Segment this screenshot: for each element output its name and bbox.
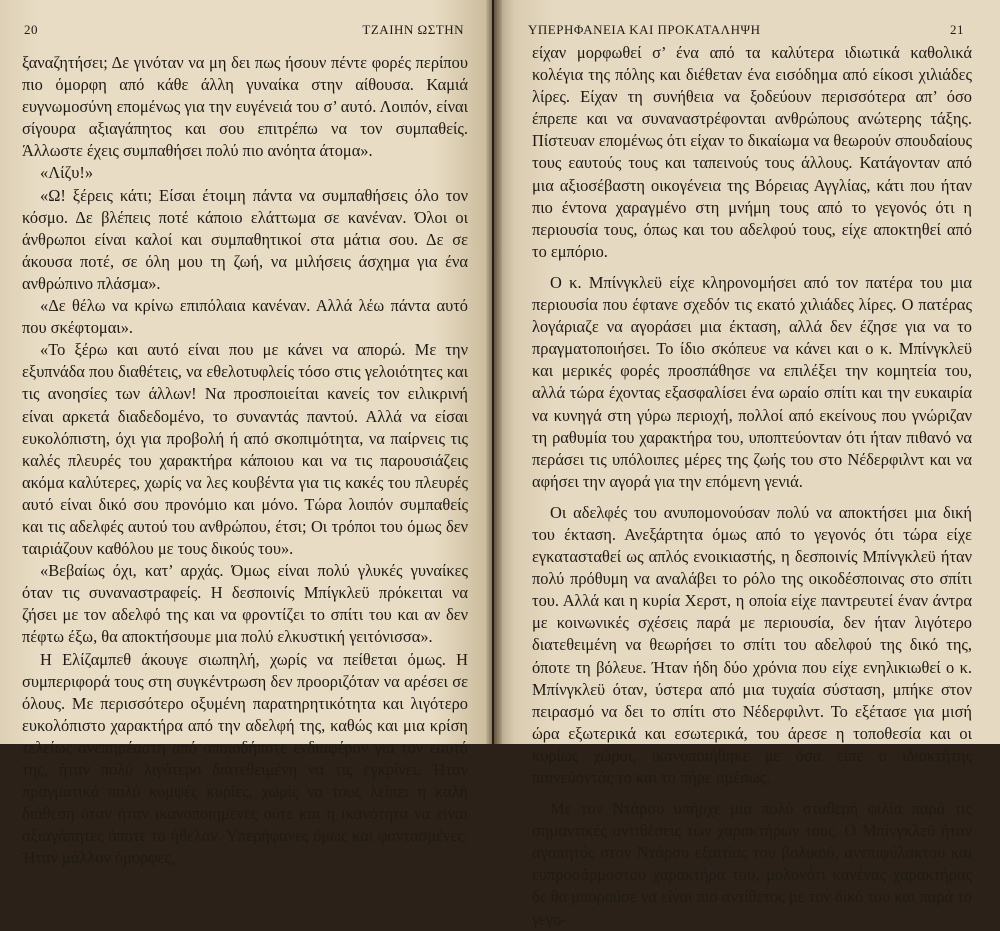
right-page — [494, 0, 1000, 929]
page-text — [532, 42, 972, 931]
page-number: 21 — [950, 22, 964, 37]
page-number: 20 — [24, 22, 38, 37]
paragraph: ξαναζητήσει; Δε γινόταν να μη δει πως ήσουν πέντε φορές περίπου πιο όμορφη από κάθε άλλη γυναίκα στην αίθουσα. Καμιά ευγνωμοσύνη επομένως για την ευγένειά του σ’ αυτό. Λοιπόν, είναι σίγουρα αξιαγάπητος και σου επιτρέπω να τον συμπαθείς. Άλλωστε έχεις συμπαθήσει πολύ πιο ανόητα άτομα». — [22, 53, 468, 161]
paragraph: «Λίζυ!» — [40, 163, 94, 183]
paragraph: είχαν μορφωθεί σ’ ένα από τα καλύτερα ιδιωτικά καθολικά κολέγια της πόλης και διέθεταν ένα εισόδημα από είκοσι χιλιάδες λίρες. Είχαν τη συνήθεια να ξοδεύουν περισσότερα απ’ όσο έπρεπε και να συναναστρέφονται ανθρώπους ανώτερης τάξης. Πίστευαν επομένως ότι είχαν το δικαίωμα να θεωρούν σπουδαίους τους εαυτούς τους και ταπεινούς τους άλλους. Κατάγονταν από μια αξιοσέβαστη οικογένεια της Βόρειας Αγγλίας, κάτι που ήταν πιο έντονα χαραγμένο στη μνήμη τους από το γεγονός ότι η περιουσία τους, όπως και του αδελφού τους, είχε αποκτηθεί από το εμπόριο. — [532, 43, 972, 261]
paragraph: «Δε θέλω να κρίνω επιπόλαια κανέναν. Αλλά λέω πάντα αυτό που σκέφτομαι». — [22, 296, 468, 338]
paragraph: Οι αδελφές του ανυπομονούσαν πολύ να αποκτήσει μια δική του έκταση. Ανεξάρτητα όμως από το γεγονός ότι τώρα είχε εγκατασταθεί ως απλός ενοικιαστής, η δεσποινίς Μπίνγκλεϋ ήταν πολύ πρόθυμη να αναλάβει το ρόλο της οικοδέσποινας στο σπίτι του. Αλλά και η κυρία Χερστ, η οποία είχε παντρευτεί έναν άντρα με κοινωνικές σχέσεις παρά με περιουσία, δεν ήταν λιγότερο διατεθειμένη να θεωρήσει το σπίτι του αδελφού της δικό της, όποτε τη βόλευε. Ήταν ήδη δύο χρόνια που είχε ενηλικιωθεί ο κ. Μπίνγκλεϋ όταν, ύστερα από μια τυχαία σύσταση, μπήκε στον πειρασμό να δει το σπίτι στο Νέδερφιλντ. Το εξέτασε για μισή ώρα εξωτερικά και εσωτερικά, του άρεσε η τοποθεσία και οι κυρίως χώροι, ικανοποιήθηκε με όσα είπε ο ιδιοκτήτης παινεύοντάς το και το πήρε αμέσως. — [532, 502, 972, 787]
running-head: ΤΖΑΙΗΝ ΩΣΤΗΝ — [362, 22, 464, 37]
paragraph: «Βεβαίως όχι, κατ’ αρχάς. Όμως είναι πολύ γλυκές γυναίκες όταν τις συναναστραφείς. Η δεσποινίς Μπίγκλεϋ πρόκειται να ζήσει με τον αδελφό της και να φροντίζει το σπίτι του και αν δεν πέφτω έξω, θα αποκτήσουμε μια πολύ ελκυστική γειτόνισσα». — [22, 561, 468, 647]
book-gutter — [486, 0, 502, 744]
paragraph: Η Ελίζαμπεθ άκουγε σιωπηλή, χωρίς να πείθεται όμως. Η συμπεριφορά τους στη συγκέντρωση δεν προοριζόταν να αρέσει σε όλους. Με περισσότερο οξυμένη παρατηρητικότητα και λιγότερο ευκολόπιστο χαρακτήρα από την αδελφή της, καθώς και μια κρίση τελείως ανεπηρέαστη από οποιοδήποτε ενδιαφέρον για τον εαυτό της, ήταν πολύ λιγότερο διατεθειμένη να τις εγκρίνει. Ήταν πραγματικά πολύ κομψές κυρίες, χωρίς να τους λείπει η καλή διάθεση όταν ήταν ικανοποιημένες ούτε και η ικανότητα να είναι αξιαγάπητες όποτε το ήθελαν. Υπερήφανες όμως και φαντασμένες. Ήταν μάλλον όμορφες, — [22, 649, 468, 868]
running-head: ΥΠΕΡΗΦΑΝΕΙΑ ΚΑΙ ΠΡΟΚΑΤΑΛΗΨΗ — [528, 22, 761, 37]
paragraph: «Το ξέρω και αυτό είναι που με κάνει να απορώ. Με την εξυπνάδα που διαθέτεις, να εθελοτυφλείς τόσο στις γελοιότητες και τις ανοησίες των άλλων! Να προσποιείται κανείς τον ειλικρινή είναι αρκετά διαδεδομένο, το συναντάς παντού. Αλλά να είσαι ευκολόπιστη, όχι για προβολή ή από σκοπιμότητα, να παίρνεις τις καλές πλευρές του χαρακτήρα κάποιου και να τις παρουσιάζεις ακόμα καλύτερες, χωρίς να λες κουβέντα για τις κακές του πλευρές αυτό είναι δικό σου προνόμιο και μόνο. Τώρα λοιπόν συμπαθείς και τις αδελφές αυτού του ανθρώπου, έτσι; Οι τρόποι του όμως δεν ταιριάζουν καθόλου με τους δικούς του». — [22, 340, 468, 559]
paragraph: Ο κ. Μπίνγκλεϋ είχε κληρονομήσει από τον πατέρα του μια περιουσία που έφτανε σχεδόν τις εκατό χιλιάδες λίρες. Ο πατέρας λογάριαζε να αγοράσει μια έκταση, αλλά δεν έζησε για να το πραγματοποιήσει. Το ίδιο σκόπευε να κάνει και ο κ. Μπίνγκλεϋ και μερικές φορές προσπάθησε να επιλέξει την κομητεία του, αλλά τώρα έχοντας εξασφαλίσει ένα ωραίο σπίτι και την ευκαιρία να κυνηγά στη γύρω περιοχή, πολλοί από εκείνους που γνώριζαν τη ραθυμία του χαρακτήρα του, υποπτεύονταν ότι ήταν πιθανό να περάσει τις υπόλοιπες μέρες της ζωής του στο Νέδερφιλντ και να αφήσει την αγορά για την επόμενη γενιά. — [532, 272, 972, 491]
left-page — [0, 0, 492, 868]
page-text — [22, 52, 468, 869]
paragraph: «Ω! ξέρεις κάτι; Είσαι έτοιμη πάντα να συμπαθήσεις όλο τον κόσμο. Δε βλέπεις ποτέ κάποιο ελάττωμα σε κανέναν. Όλοι οι άνθρωποι είναι καλοί και συμπαθητικοί στα μάτια σου. Δε σε άκουσα ποτέ, σε όλη μου τη ζωή, να μιλήσεις άσχημα για ένα ανθρώπινο πλάσμα». — [22, 185, 468, 293]
paragraph: Με τον Ντάρσυ υπήρχε μια πολύ σταθερή φιλία παρά τις σημαντικές αντιθέσεις των χαρακτήρων τους. Ο Μπίνγκλεϋ ήταν αγαπητός στον Ντάρσυ εξαιτίας του βολικού, ανεπιφύλακτου και ευπροσάρμοστου χαρακτήρα του, μολονότι κανένας χαρακτήρας δε θα μπορούσε να είναι πιο αντίθετος με τον δικό του και παρά το γεγο- — [532, 799, 972, 929]
